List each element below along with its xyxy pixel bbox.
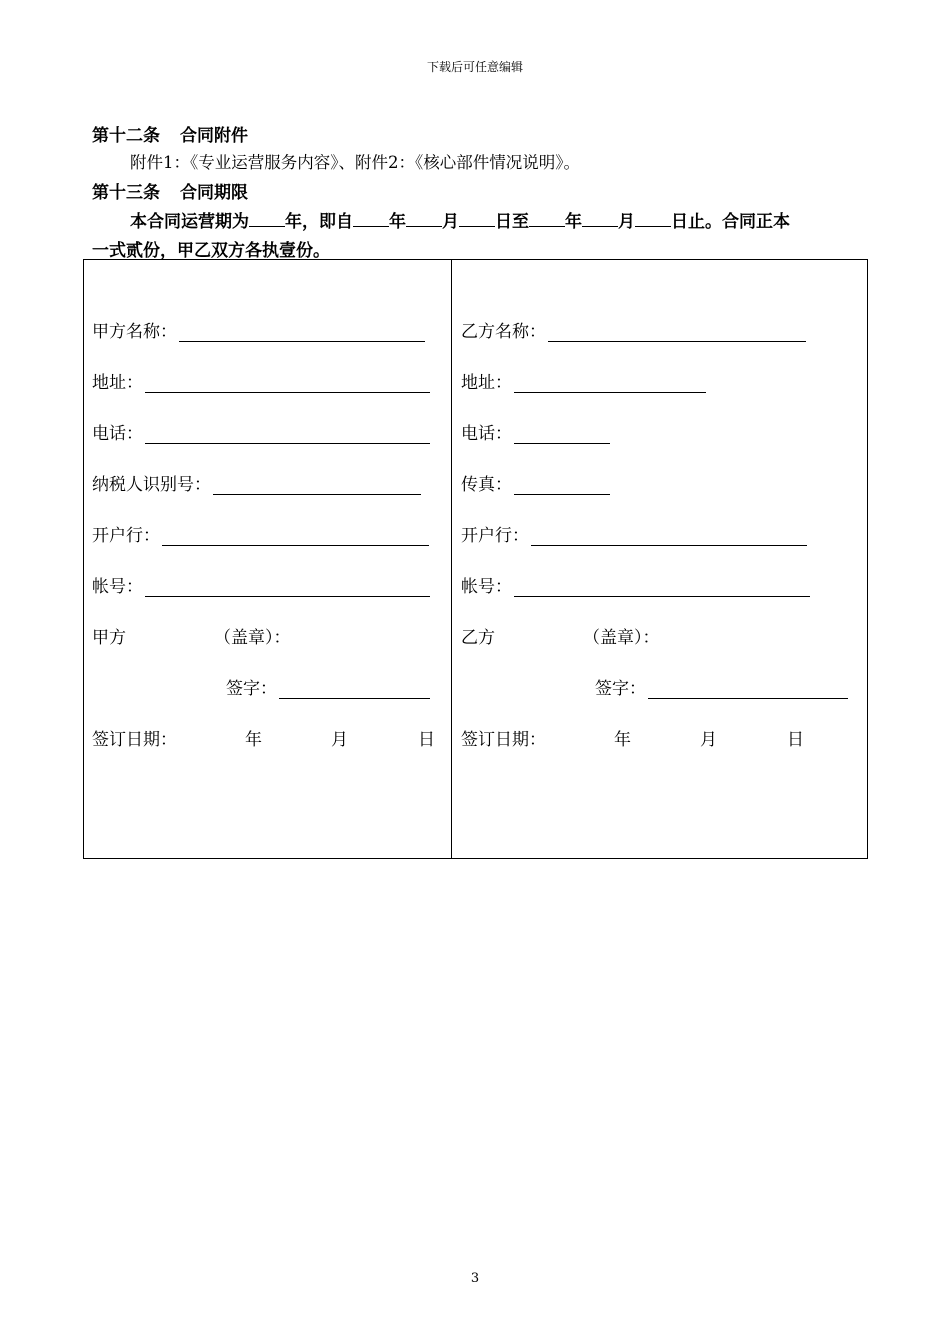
article-13-heading <box>92 178 248 203</box>
party-b-fax-field[interactable] <box>514 476 610 495</box>
article-13-line-1 <box>130 207 790 232</box>
party-b-name-label: 乙方名称： <box>461 322 546 342</box>
party-a-signature-label: 签字： <box>226 679 277 699</box>
party-b-signature-label: 签字： <box>595 679 646 699</box>
party-a-signature-field[interactable] <box>279 680 430 699</box>
party-b-phone-row <box>461 419 610 444</box>
start-month-blank[interactable] <box>406 211 442 227</box>
term-text: 月 <box>442 212 459 232</box>
party-a-account-field[interactable] <box>145 578 430 597</box>
article-12-body: 附件1：《专业运营服务内容》、附件2：《核心部件情况说明》。 <box>130 153 580 172</box>
party-b-address-field[interactable] <box>514 374 706 393</box>
term-text: 本合同运营期为 <box>130 212 249 232</box>
party-a-address-field[interactable] <box>145 374 430 393</box>
party-b-date-month: 月 <box>700 730 717 750</box>
party-a-account-row <box>92 572 430 597</box>
party-a-account-label: 帐号： <box>92 577 143 597</box>
party-a-phone-row <box>92 419 430 444</box>
party-b-account-row <box>461 572 810 597</box>
term-text: 年 <box>565 212 582 232</box>
party-b-bank-row <box>461 521 807 546</box>
party-a-bank-field[interactable] <box>162 527 429 546</box>
party-b-label: 乙方 <box>461 628 495 648</box>
article-12-number: 第十二条 <box>92 126 160 146</box>
party-a-phone-field[interactable] <box>145 425 430 444</box>
party-b-phone-field[interactable] <box>514 425 610 444</box>
party-a-bank-row <box>92 521 429 546</box>
signature-table <box>83 259 868 859</box>
party-a-date-day: 日 <box>418 730 435 750</box>
party-a-phone-label: 电话： <box>92 424 143 444</box>
party-a-date-year: 年 <box>245 730 262 750</box>
party-b-account-field[interactable] <box>514 578 810 597</box>
term-text: 年 <box>389 212 406 232</box>
party-a-signature-row <box>226 674 430 699</box>
term-text: 日止。合同正本 <box>671 212 790 232</box>
term-years-blank[interactable] <box>249 211 285 227</box>
party-b-date-year: 年 <box>614 730 631 750</box>
party-b-name-field[interactable] <box>548 323 806 342</box>
party-b-date-label: 签订日期： <box>461 730 546 750</box>
party-a-label: 甲方 <box>92 628 126 648</box>
party-a-bank-label: 开户行： <box>92 526 160 546</box>
party-b-address-label: 地址： <box>461 373 512 393</box>
article-13-title: 合同期限 <box>180 183 248 203</box>
article-12-title: 合同附件 <box>180 126 248 146</box>
party-b-phone-label: 电话： <box>461 424 512 444</box>
party-b-date-day: 日 <box>787 730 804 750</box>
party-a-tax-id-label: 纳税人识别号： <box>92 475 211 495</box>
end-day-blank[interactable] <box>635 211 671 227</box>
start-day-blank[interactable] <box>459 211 495 227</box>
party-a-name-field[interactable] <box>179 323 425 342</box>
term-text: 月 <box>618 212 635 232</box>
article-12-heading <box>92 121 248 146</box>
party-a-date-month: 月 <box>331 730 348 750</box>
term-text: 日至 <box>495 212 529 232</box>
party-b-account-label: 帐号： <box>461 577 512 597</box>
start-year-blank[interactable] <box>353 211 389 227</box>
party-a-seal-label: （盖章）： <box>214 628 291 648</box>
party-b-fax-label: 传真： <box>461 475 512 495</box>
term-text: 年，即自 <box>285 212 353 232</box>
party-a-address-label: 地址： <box>92 373 143 393</box>
end-month-blank[interactable] <box>582 211 618 227</box>
party-b-seal-label: （盖章）： <box>583 628 660 648</box>
end-year-blank[interactable] <box>529 211 565 227</box>
party-b-fax-row <box>461 470 610 495</box>
party-b-name-row <box>461 317 806 342</box>
article-13-number: 第十三条 <box>92 183 160 203</box>
party-a-name-label: 甲方名称： <box>92 322 177 342</box>
party-b-signature-field[interactable] <box>648 680 848 699</box>
party-a-address-row <box>92 368 430 393</box>
party-a-name-row <box>92 317 425 342</box>
party-a-tax-id-row <box>92 470 421 495</box>
party-b-bank-label: 开户行： <box>461 526 529 546</box>
page-header: 下载后可任意编辑 <box>426 60 523 74</box>
party-a-date-label: 签订日期： <box>92 730 177 750</box>
page-number: 3 <box>470 1271 480 1286</box>
party-b-address-row <box>461 368 706 393</box>
table-divider <box>451 259 452 859</box>
party-a-tax-id-field[interactable] <box>213 476 421 495</box>
article-13-line-2: 一式贰份，甲乙双方各执壹份。 <box>92 241 330 261</box>
party-b-signature-row <box>595 674 848 699</box>
party-b-bank-field[interactable] <box>531 527 807 546</box>
